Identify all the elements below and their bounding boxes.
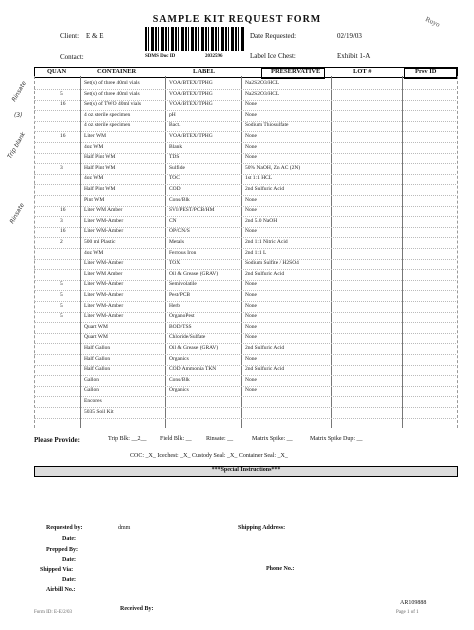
table-row xyxy=(0,165,474,175)
table-row xyxy=(0,324,474,334)
row-container: 5035 Soil Kit xyxy=(84,408,114,415)
row-container: Set(s) of TWO 40ml vials xyxy=(84,101,142,108)
table-row xyxy=(0,366,474,376)
table-row xyxy=(0,356,474,366)
row-label: VOA/BTEX/TPHG xyxy=(169,101,213,108)
table-row xyxy=(0,250,474,260)
row-label: CN xyxy=(169,217,177,224)
row-container: 500 ml Plastic xyxy=(84,239,116,245)
row-preservative: None xyxy=(245,154,257,161)
row-preservative: None xyxy=(245,292,257,298)
date-label: Date: xyxy=(62,536,76,542)
row-container: Liter WM Amber xyxy=(84,270,123,277)
row-preservative: 2nd 1:1 L xyxy=(245,249,267,256)
row-preservative: None xyxy=(245,228,257,235)
row-label: Metals xyxy=(169,239,184,245)
prepped-by-label: Prepped By: xyxy=(46,547,79,553)
row-label: TOX xyxy=(169,260,181,267)
table-row xyxy=(0,292,474,302)
table-row xyxy=(0,186,474,196)
col-label: LABEL xyxy=(193,68,216,75)
row-label: pH xyxy=(169,111,176,118)
row-preservative: None xyxy=(245,323,257,330)
table-row xyxy=(0,271,474,281)
row-container: Liter WM-Amber xyxy=(84,281,124,288)
form-id: Form ID: E-E/2/03 xyxy=(34,610,73,615)
row-container: Set(s) of three 40ml vials xyxy=(84,90,140,97)
row-label: Oil & Grease (GRAV) xyxy=(169,270,219,277)
table-row xyxy=(0,91,474,101)
page-number: Page 1 of 1 xyxy=(396,610,419,615)
row-quantity: 3 xyxy=(60,164,63,171)
row-container: 4oz WM xyxy=(84,175,104,182)
row-preservative: None xyxy=(245,355,257,362)
table-row xyxy=(0,144,474,154)
doc-number: AR109888 xyxy=(400,600,427,606)
row-container: Liter WM xyxy=(84,133,107,139)
table-row xyxy=(0,80,474,90)
table-row xyxy=(0,101,474,111)
row-quantity: 16 xyxy=(60,207,66,214)
date-label: Date: xyxy=(62,577,76,583)
row-preservative: 50% NaOH, Zn AC (2N) xyxy=(245,164,301,171)
table-row xyxy=(0,281,474,291)
table-row xyxy=(0,303,474,313)
row-label: OrganoPest xyxy=(169,313,195,320)
requested-by-label: Requested by: xyxy=(46,525,83,531)
table-row xyxy=(0,122,474,132)
row-preservative: None xyxy=(245,313,257,320)
row-label: COD Ammonia TKN xyxy=(169,366,217,373)
row-container: Half Pint WM xyxy=(84,186,116,192)
row-quantity: 5 xyxy=(60,313,63,320)
airbill-label: Airbill No.: xyxy=(46,587,76,593)
table-row xyxy=(0,112,474,122)
table-row xyxy=(0,239,474,249)
shipping-address-label: Shipping Address: xyxy=(238,525,286,531)
table-row xyxy=(0,377,474,387)
received-by-label: Received By: xyxy=(120,606,154,612)
row-preservative: None xyxy=(245,302,257,309)
row-quantity: 5 xyxy=(60,281,63,288)
row-label: Pest/PCB xyxy=(169,292,191,298)
table-row xyxy=(0,154,474,164)
row-preservative: None xyxy=(245,143,257,150)
row-label: Blank xyxy=(169,143,183,150)
margin-note: (3) xyxy=(14,112,23,119)
row-label: COD xyxy=(169,186,181,192)
table-row xyxy=(0,175,474,185)
date-requested-value: 02/19/03 xyxy=(337,32,362,40)
shipped-via-label: Shipped Via: xyxy=(40,567,74,573)
row-label: SVI/PEST/PCB/HM xyxy=(169,207,215,214)
row-preservative: 1st 1:1 HCL xyxy=(245,175,273,182)
row-container: 4 oz sterile specimen xyxy=(84,122,131,129)
row-preservative: Na2S2O3/HCL xyxy=(245,90,280,97)
row-label: TOC xyxy=(169,175,180,182)
row-container: Gallon xyxy=(84,387,99,394)
row-container: Half Pint WM xyxy=(84,164,116,171)
row-label: BOD/TSS xyxy=(169,323,192,330)
row-container: Encores xyxy=(84,398,102,404)
handwritten-stamp: Ruyo xyxy=(424,15,442,29)
table-row xyxy=(0,313,474,323)
table-row xyxy=(0,387,474,397)
row-container: Liter WM Amber xyxy=(84,207,123,214)
row-preservative: Sodium Sulfite / H2SO4 xyxy=(245,260,299,267)
row-label: Oil & Grease (GRAV) xyxy=(169,345,219,351)
table-row xyxy=(0,260,474,270)
coc-line: COC: _X_ Icechest: _X_ Custody Seal: _X_ Container Seal: _X_ xyxy=(130,453,288,459)
row-label: Sulfide xyxy=(169,164,185,171)
row-quantity: 16 xyxy=(60,133,66,139)
row-preservative: 2nd Sulfuric Acid xyxy=(245,186,285,192)
sdms-doc-label: SDMS Doc ID xyxy=(145,54,176,59)
col-container: CONTAINER xyxy=(97,68,137,75)
please-provide-label: Please Provide: xyxy=(34,436,80,444)
phone-label: Phone No.: xyxy=(266,566,295,572)
row-container: Liter WM-Amber xyxy=(84,292,124,298)
row-label: Organics xyxy=(169,387,189,394)
table-row xyxy=(0,197,474,207)
row-container: Set(s) of three 40ml vials xyxy=(84,80,140,86)
row-container: Quart WM xyxy=(84,334,108,341)
row-container: Pint WM xyxy=(84,196,105,203)
col-lot: LOT # xyxy=(353,68,372,75)
row-label: Ferrous Iron xyxy=(169,249,197,256)
date-label: Date: xyxy=(62,557,76,563)
requested-by-value: dmm xyxy=(118,525,131,531)
client-value: E & E xyxy=(86,32,104,40)
col-prsv-id: Prsv ID xyxy=(415,68,437,75)
row-preservative: Na2S2O3/HCL xyxy=(245,80,280,86)
table-row xyxy=(0,228,474,238)
row-preservative: None xyxy=(245,133,257,139)
row-quantity: 5 xyxy=(60,302,63,309)
row-container: 4 oz sterile specimen xyxy=(84,111,131,118)
row-label: Organics xyxy=(169,355,189,362)
row-container: 4oz WM xyxy=(84,249,104,256)
row-container: Half Gallon xyxy=(84,366,111,373)
rinsate-field: Rinsate: __ xyxy=(206,436,234,442)
row-container: 4oz WM xyxy=(84,143,104,150)
barcode xyxy=(145,27,245,51)
table-row xyxy=(0,133,474,143)
row-label: VOA/BTEX/TPHG xyxy=(169,80,213,86)
table-row xyxy=(0,345,474,355)
row-label: Semivolatile xyxy=(169,281,197,288)
col-quan: QUAN xyxy=(47,68,67,75)
row-preservative: None xyxy=(245,101,257,108)
table-row xyxy=(0,218,474,228)
row-container: Liter WM-Amber xyxy=(84,228,124,235)
table-row xyxy=(0,334,474,344)
client-label: Client: xyxy=(60,32,80,40)
row-label: Herb xyxy=(169,302,180,309)
trip-blank-field: Trip Blk: __2__ xyxy=(108,436,147,442)
table-row xyxy=(0,409,474,419)
form-title: SAMPLE KIT REQUEST FORM xyxy=(152,14,322,25)
matrix-spike-field: Matrix Spike: __ xyxy=(252,436,293,442)
field-blank-field: Field Blk: __ xyxy=(160,436,192,442)
row-label: Chloride/Sulfate xyxy=(169,334,206,341)
row-preservative: Sodium Thiosulfate xyxy=(245,122,289,129)
row-preservative: 2nd 5.0 NaOH xyxy=(245,217,278,224)
row-quantity: 16 xyxy=(60,228,66,235)
row-container: Liter WM-Amber xyxy=(84,217,124,224)
row-preservative: 2nd Sulfuric Acid xyxy=(245,345,285,351)
special-instructions-bar: ***Special Instructions*** xyxy=(34,466,458,477)
row-container: Half Gallon xyxy=(84,345,111,351)
row-container: Half Gallon xyxy=(84,355,111,362)
row-quantity: 5 xyxy=(60,292,63,298)
row-preservative: None xyxy=(245,334,257,341)
row-container: Liter WM-Amber xyxy=(84,313,124,320)
row-preservative: None xyxy=(245,111,257,118)
label-ice-chest-label: Label Ice Chest: xyxy=(250,52,296,60)
row-container: Half Pint WM xyxy=(84,154,116,161)
table-row xyxy=(0,207,474,217)
row-preservative: None xyxy=(245,196,257,203)
row-label: OP/CN/S xyxy=(169,228,190,235)
row-preservative: 2nd Sulfuric Acid xyxy=(245,270,285,277)
col-preservative: PRESERVATIVE xyxy=(271,68,321,75)
row-label: TDS xyxy=(169,154,180,161)
sdms-doc-id: 2032596 xyxy=(205,54,223,59)
label-ice-chest-value: Exhibit 1-A xyxy=(337,52,371,60)
row-container: Liter WM-Amber xyxy=(84,260,124,267)
row-quantity: 5 xyxy=(60,90,63,97)
row-container: Quart WM xyxy=(84,323,108,330)
matrix-spike-dup-field: Matrix Spike Dup: __ xyxy=(310,436,363,442)
margin-note: Rinsate xyxy=(10,80,28,103)
date-requested-label: Date Requested: xyxy=(250,32,297,40)
row-preservative: 2nd Sulfuric Acid xyxy=(245,366,285,373)
row-label: Cons/Blk xyxy=(169,376,190,383)
row-quantity: 2 xyxy=(60,239,63,245)
row-label: Cons/Blk xyxy=(169,196,190,203)
row-quantity: 16 xyxy=(60,101,66,108)
margin-note: Rinsate xyxy=(8,202,26,225)
table-row xyxy=(0,398,474,408)
row-preservative: None xyxy=(245,207,257,214)
contact-label: Contact: xyxy=(60,53,84,61)
row-preservative: None xyxy=(245,387,257,394)
row-quantity: 3 xyxy=(60,217,63,224)
row-label: Bact. xyxy=(169,122,181,129)
row-preservative: None xyxy=(245,376,257,383)
row-container: Gallon xyxy=(84,376,99,383)
row-container: Liter WM-Amber xyxy=(84,302,124,309)
margin-note: Trip blank xyxy=(6,130,28,161)
row-label: VOA/BTEX/TPHG xyxy=(169,133,213,139)
row-preservative: None xyxy=(245,281,257,288)
row-preservative: 2nd 1:1 Nitric Acid xyxy=(245,239,288,245)
row-label: VOA/BTEX/TPHG xyxy=(169,90,213,97)
